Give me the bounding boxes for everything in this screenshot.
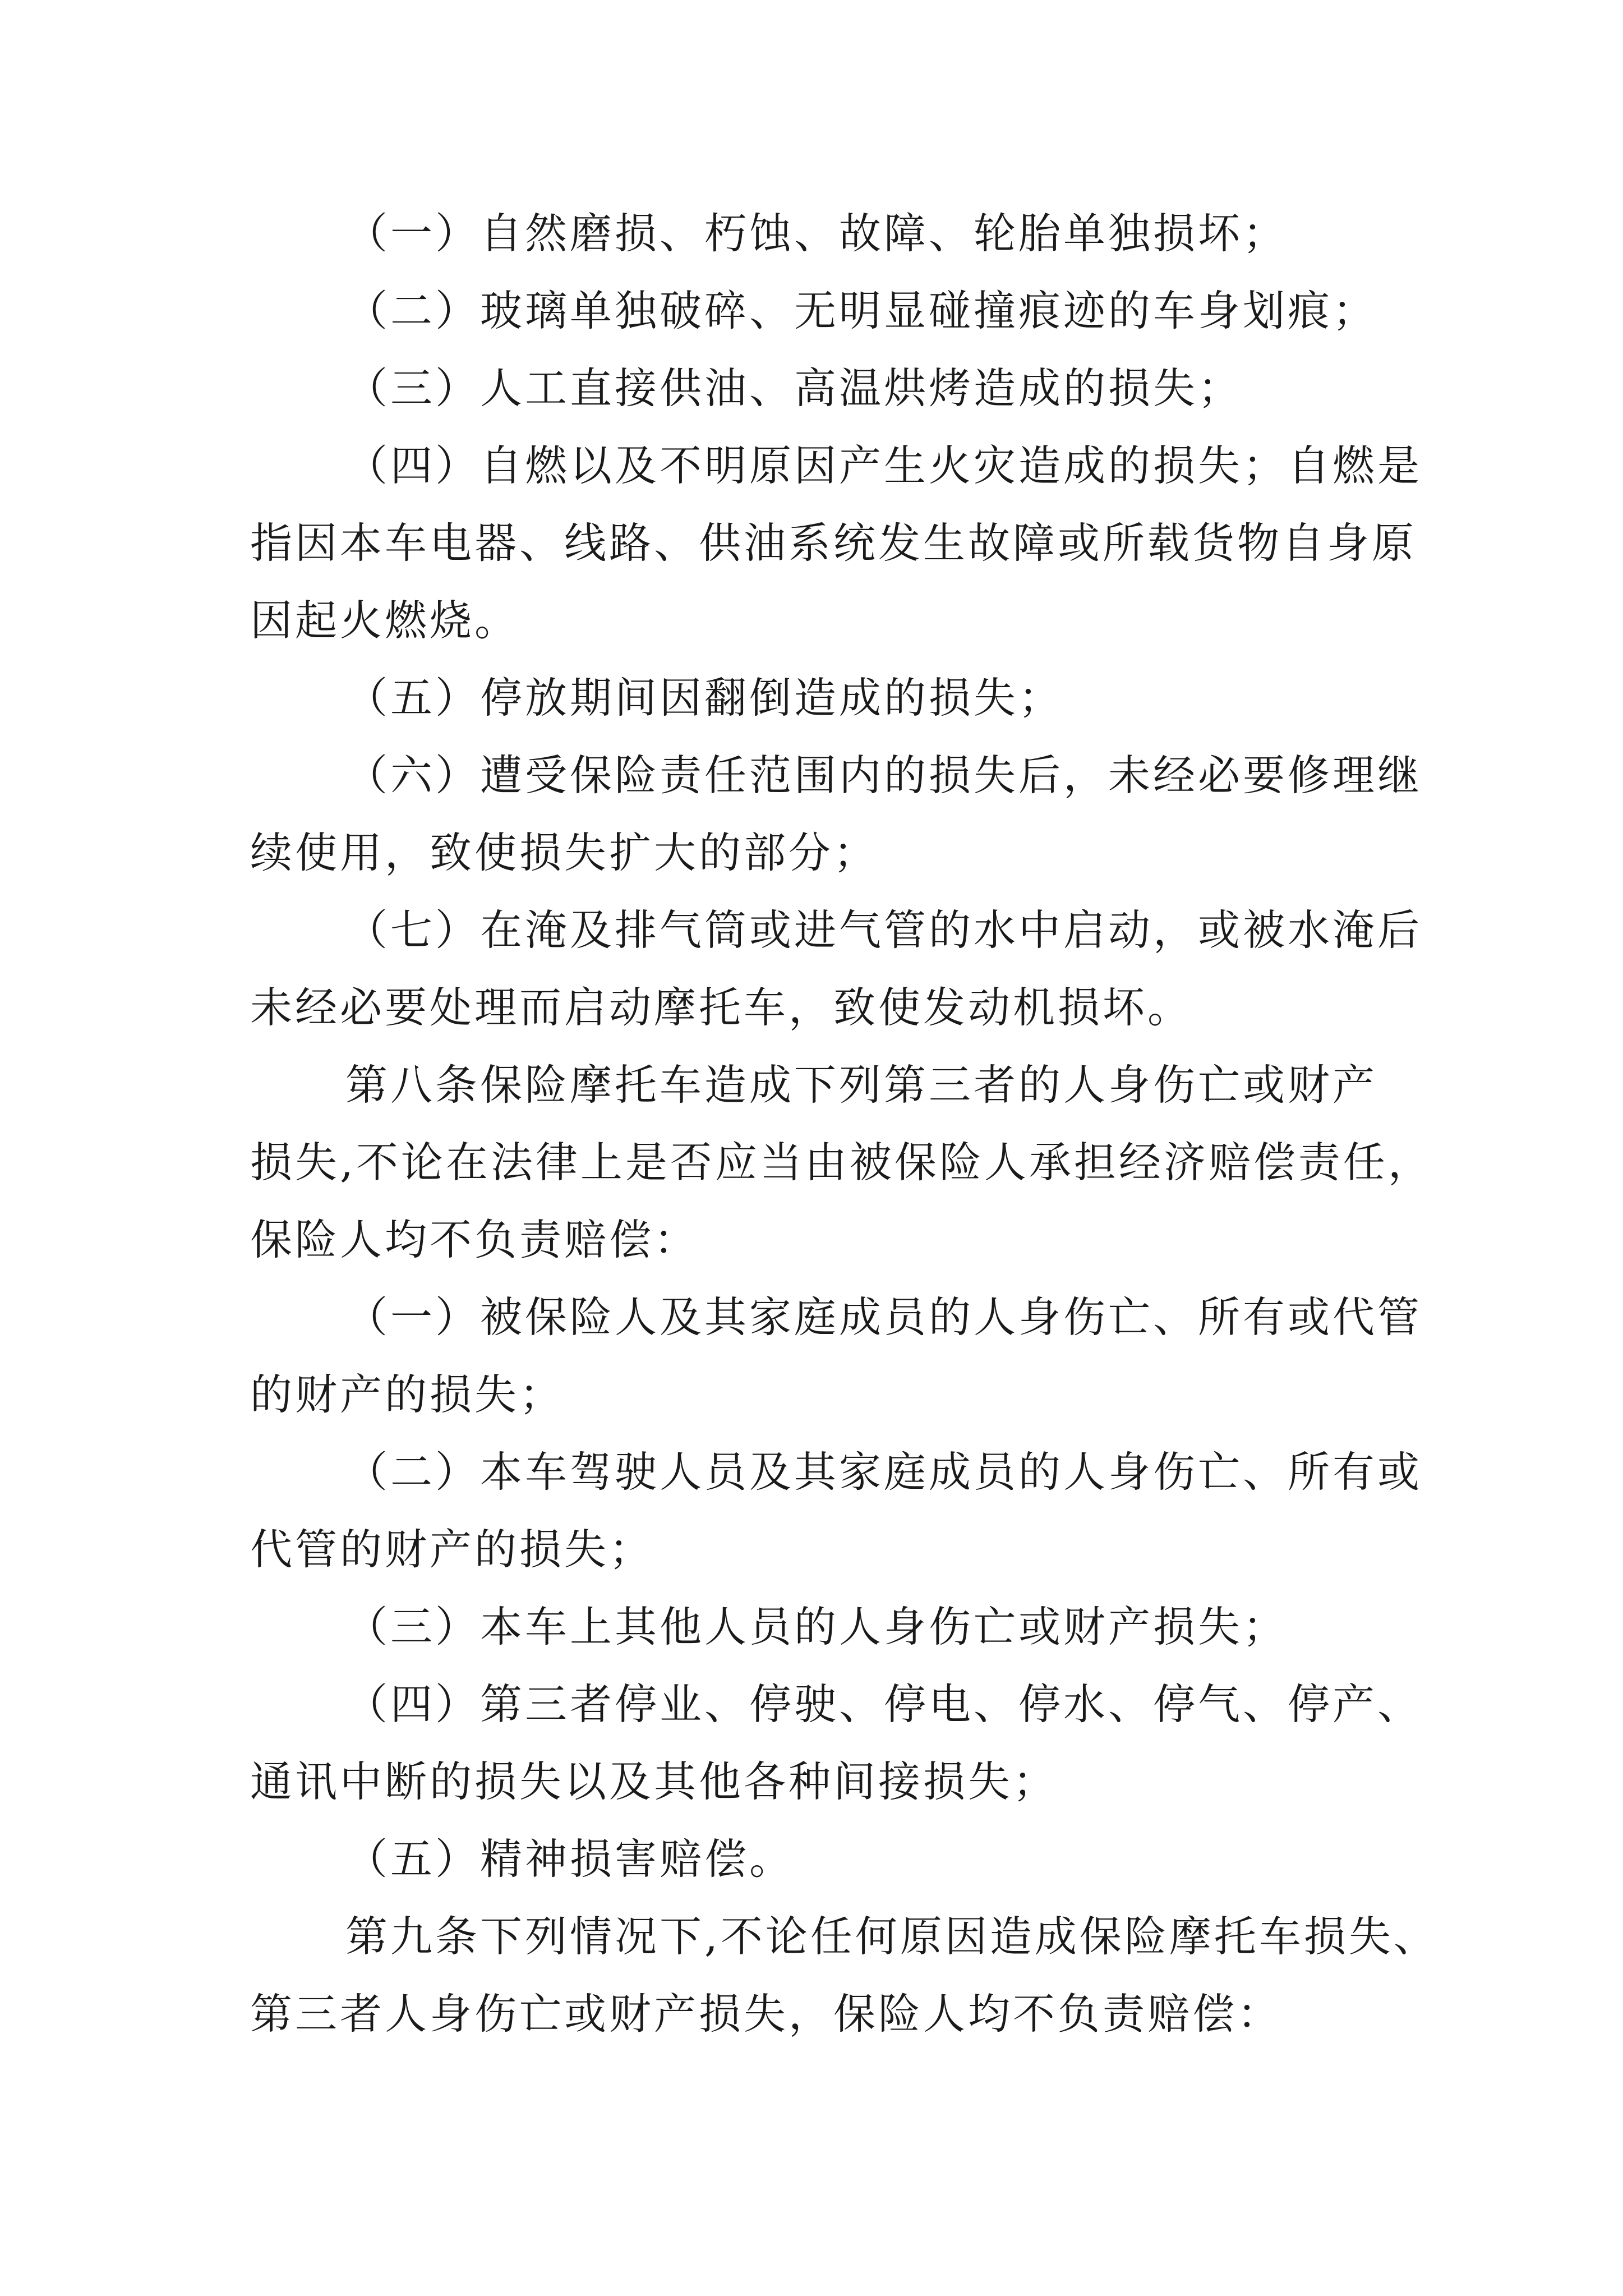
- text-line: 代管的财产的损失；: [250, 1525, 654, 1574]
- text-line: （七）在淹及排气筒或进气管的水中启动，或被水淹后: [345, 905, 1423, 955]
- text-line: （一）被保险人及其家庭成员的人身伤亡、所有或代管: [345, 1292, 1423, 1342]
- text-line: （五）精神损害赔偿。: [345, 1834, 795, 1884]
- text-line: 因起火燃烧。: [250, 596, 520, 645]
- text-line: （四）第三者停业、停驶、停电、停水、停气、停产、: [345, 1680, 1423, 1729]
- text-line: （一）自然磨损、朽蚀、故障、轮胎单独损坏；: [345, 209, 1288, 258]
- text-line: 指因本车电器、线路、供油系统发生故障或所载货物自身原: [250, 518, 1417, 568]
- text-line: 通讯中断的损失以及其他各种间接损失；: [250, 1757, 1058, 1806]
- document-body: [250, 195, 1438, 2053]
- text-line: （三）人工直接供油、高温烘烤造成的损失；: [345, 364, 1243, 413]
- text-line: （二）玻璃单独破碎、无明显碰撞痕迹的车身划痕；: [345, 286, 1378, 335]
- text-line: （三）本车上其他人员的人身伤亡或财产损失；: [345, 1602, 1288, 1651]
- text-line: 损失,不论在法律上是否应当由被保险人承担经济赔偿责任，: [250, 1138, 1433, 1187]
- text-line: 未经必要处理而启动摩托车，致使发动机损坏。: [250, 983, 1193, 1032]
- text-line: （五）停放期间因翻倒造成的损失；: [345, 673, 1064, 723]
- text-line: （二）本车驾驶人员及其家庭成员的人身伤亡、所有或: [345, 1447, 1423, 1497]
- text-line: 的财产的损失；: [250, 1370, 565, 1419]
- text-line: 第三者人身伤亡或财产损失，保险人均不负责赔偿：: [250, 1989, 1283, 2039]
- text-line: 续使用，致使损失扩大的部分；: [250, 828, 879, 877]
- text-line: 第九条下列情况下,不论任何原因造成保险摩托车损失、: [345, 1912, 1438, 1961]
- text-line: （四）自燃以及不明原因产生火灾造成的损失；自燃是: [345, 441, 1423, 490]
- text-line: 保险人均不负责赔偿：: [250, 1215, 699, 1264]
- text-line: 第八条保险摩托车造成下列第三者的人身伤亡或财产: [345, 1060, 1378, 1110]
- text-line: （六）遭受保险责任范围内的损失后，未经必要修理继: [345, 751, 1423, 800]
